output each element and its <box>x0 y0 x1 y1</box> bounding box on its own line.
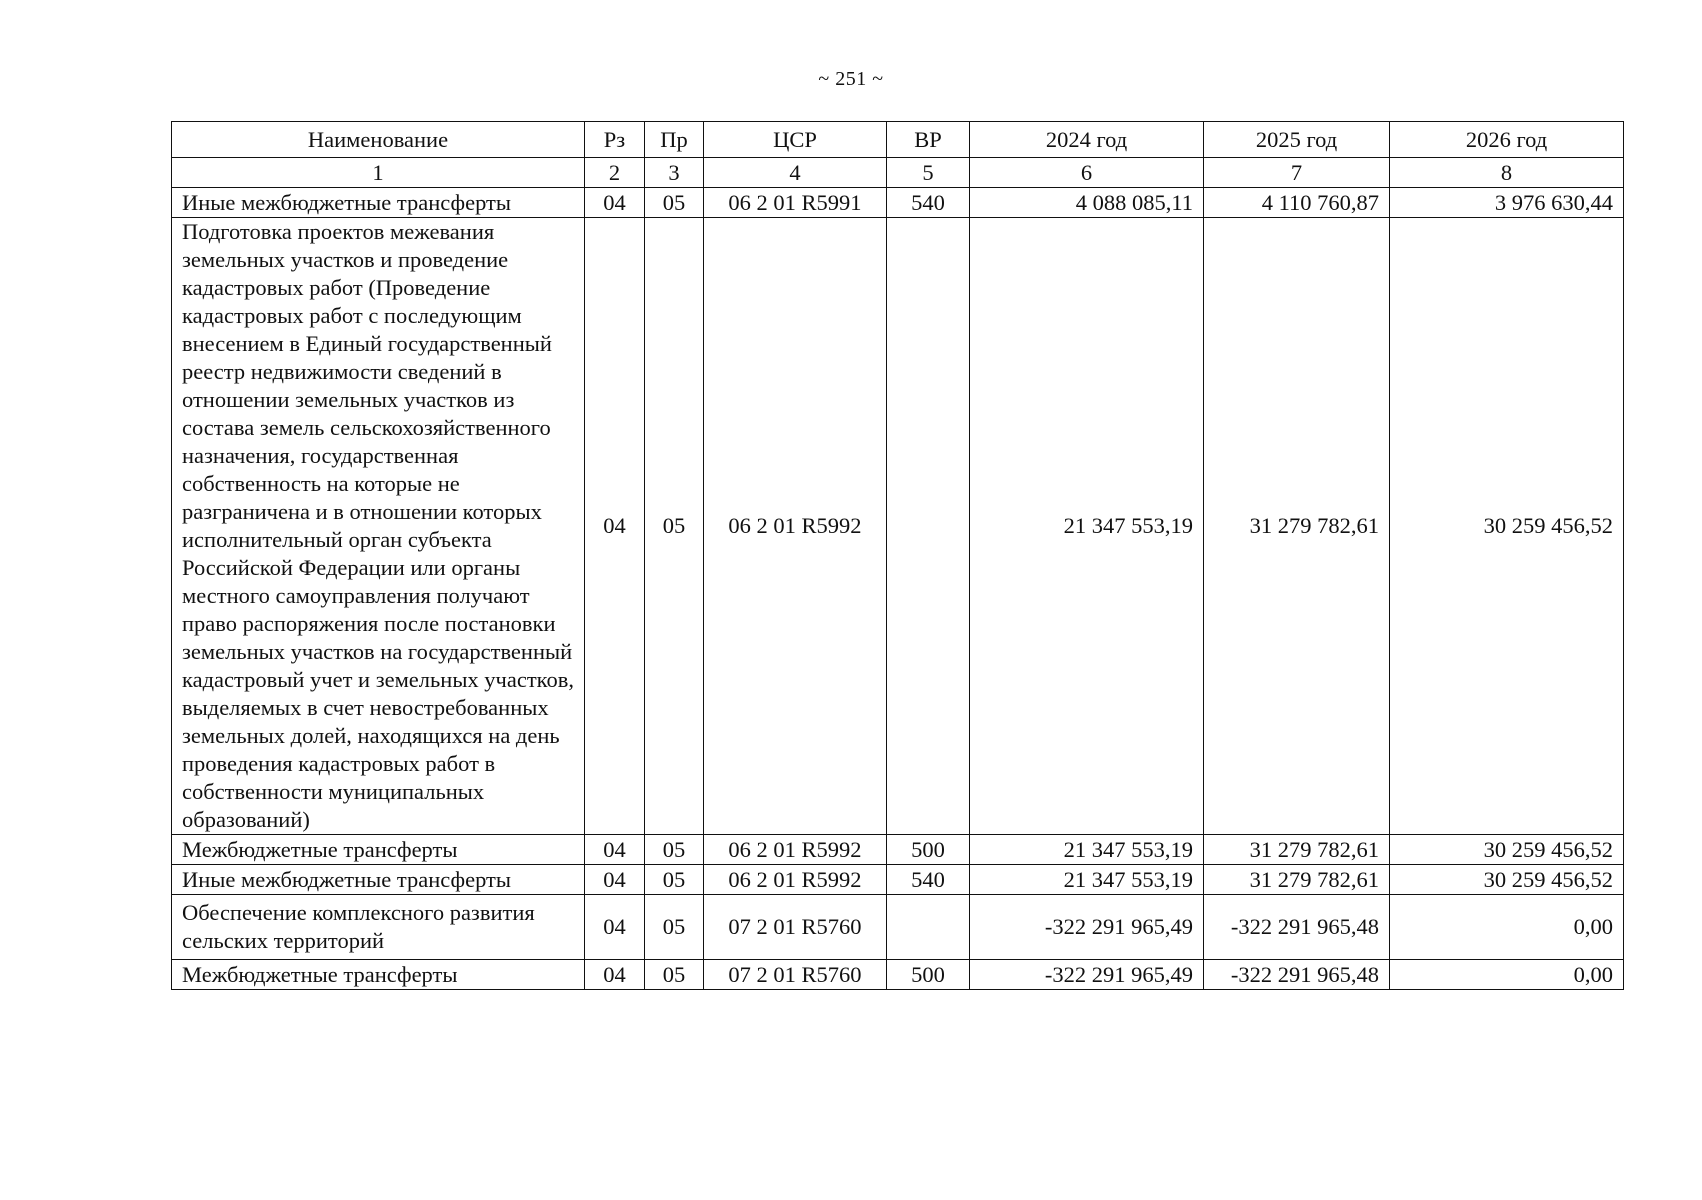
page-number: ~ 251 ~ <box>818 68 884 90</box>
header-2026: 2026 год <box>1390 122 1624 158</box>
column-number: 5 <box>887 158 970 188</box>
cell-pr: 05 <box>645 895 704 960</box>
cell-vr: 540 <box>887 865 970 895</box>
cell-rz: 04 <box>585 865 645 895</box>
budget-table <box>171 121 1624 990</box>
header-row <box>172 122 1624 158</box>
table-row <box>172 865 1624 895</box>
cell-rz: 04 <box>585 218 645 835</box>
column-number: 8 <box>1390 158 1624 188</box>
cell-rz: 04 <box>585 960 645 990</box>
cell-pr: 05 <box>645 960 704 990</box>
cell-csr: 06 2 01 R5992 <box>704 865 887 895</box>
cell-vr <box>887 218 970 835</box>
cell-pr: 05 <box>645 218 704 835</box>
cell-vr: 540 <box>887 188 970 218</box>
table-row <box>172 835 1624 865</box>
cell-2024: 21 347 553,19 <box>970 835 1204 865</box>
header-rz: Рз <box>585 122 645 158</box>
cell-name: Межбюджетные трансферты <box>172 835 585 865</box>
cell-pr: 05 <box>645 835 704 865</box>
cell-2025: -322 291 965,48 <box>1204 960 1390 990</box>
cell-csr: 06 2 01 R5992 <box>704 835 887 865</box>
cell-2024: -322 291 965,49 <box>970 895 1204 960</box>
column-number: 1 <box>172 158 585 188</box>
cell-2026: 0,00 <box>1390 960 1624 990</box>
cell-name: Подготовка проектов межевания земельных участков и проведение кадастровых работ (Проведение кадастровых работ с последующим внесением в Единый государственный реестр недвижимости сведений в отношении земельных участков из состава земель сельскохозяйственного назначения, государственная собственность на которые не разграничена и в отношении которых исполнительный орган субъекта Российской Федерации или органы местного самоуправления получают право распоряжения после постановки земельных участков на государственный кадастровый учет и земельных участков, выделяемых в счет невостребованных земельных долей, находящихся на день проведения кадастровых работ в собственности муниципальных образований) <box>172 218 585 835</box>
column-number: 3 <box>645 158 704 188</box>
table-row <box>172 188 1624 218</box>
column-number: 2 <box>585 158 645 188</box>
cell-name: Иные межбюджетные трансферты <box>172 188 585 218</box>
column-number: 4 <box>704 158 887 188</box>
cell-rz: 04 <box>585 835 645 865</box>
cell-2025: 31 279 782,61 <box>1204 218 1390 835</box>
cell-name: Иные межбюджетные трансферты <box>172 865 585 895</box>
cell-2025: -322 291 965,48 <box>1204 895 1390 960</box>
cell-2026: 0,00 <box>1390 895 1624 960</box>
cell-2024: -322 291 965,49 <box>970 960 1204 990</box>
column-number: 7 <box>1204 158 1390 188</box>
header-vr: ВР <box>887 122 970 158</box>
cell-name: Межбюджетные трансферты <box>172 960 585 990</box>
cell-2026: 3 976 630,44 <box>1390 188 1624 218</box>
header-2025: 2025 год <box>1204 122 1390 158</box>
table-row <box>172 218 1624 835</box>
cell-csr: 07 2 01 R5760 <box>704 960 887 990</box>
cell-vr: 500 <box>887 960 970 990</box>
column-number: 6 <box>970 158 1204 188</box>
cell-2024: 4 088 085,11 <box>970 188 1204 218</box>
column-number-row <box>172 158 1624 188</box>
cell-rz: 04 <box>585 895 645 960</box>
header-name: Наименование <box>172 122 585 158</box>
cell-csr: 06 2 01 R5991 <box>704 188 887 218</box>
cell-pr: 05 <box>645 188 704 218</box>
table-row <box>172 895 1624 960</box>
cell-2026: 30 259 456,52 <box>1390 865 1624 895</box>
header-pr: Пр <box>645 122 704 158</box>
cell-2026: 30 259 456,52 <box>1390 218 1624 835</box>
table-row <box>172 960 1624 990</box>
cell-2025: 4 110 760,87 <box>1204 188 1390 218</box>
cell-csr: 06 2 01 R5992 <box>704 218 887 835</box>
cell-rz: 04 <box>585 188 645 218</box>
cell-vr <box>887 895 970 960</box>
cell-name: Обеспечение комплексного развития сельских территорий <box>172 895 585 960</box>
cell-2024: 21 347 553,19 <box>970 865 1204 895</box>
cell-2024: 21 347 553,19 <box>970 218 1204 835</box>
header-csr: ЦСР <box>704 122 887 158</box>
cell-pr: 05 <box>645 865 704 895</box>
cell-2025: 31 279 782,61 <box>1204 835 1390 865</box>
cell-2025: 31 279 782,61 <box>1204 865 1390 895</box>
cell-2026: 30 259 456,52 <box>1390 835 1624 865</box>
cell-vr: 500 <box>887 835 970 865</box>
header-2024: 2024 год <box>970 122 1204 158</box>
cell-csr: 07 2 01 R5760 <box>704 895 887 960</box>
